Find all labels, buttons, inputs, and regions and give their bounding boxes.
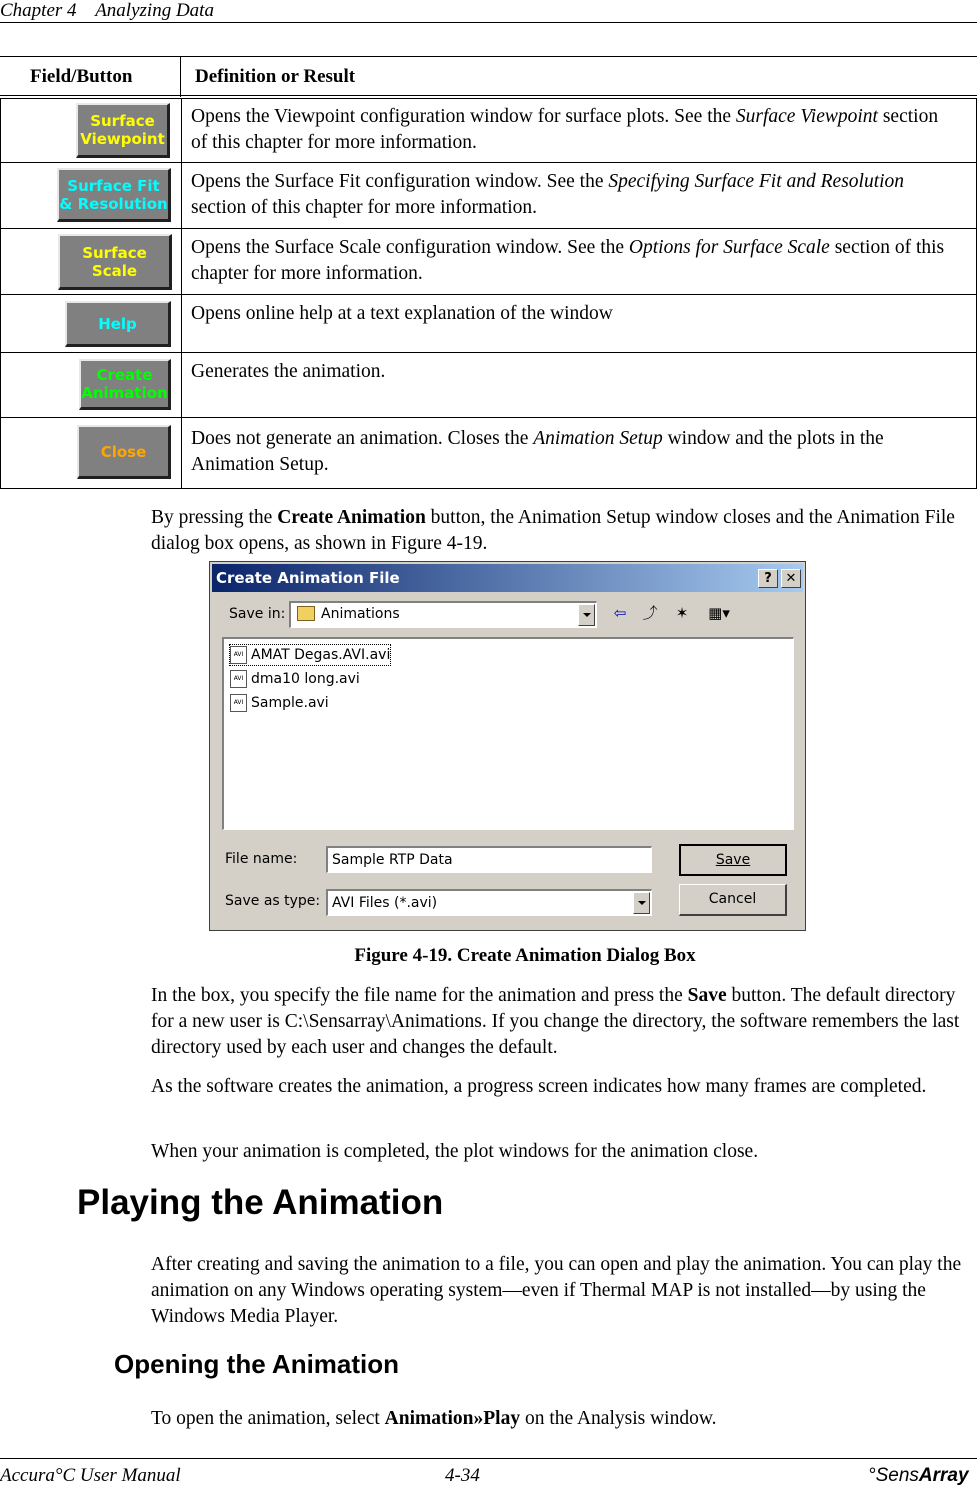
paragraph: When your animation is completed, the plot windows for the animation close. — [151, 1141, 759, 1162]
table-header-field: Field/Button — [30, 66, 133, 87]
table-row — [0, 229, 977, 295]
save-in-value: Animations — [321, 606, 400, 622]
save-as-type-select[interactable]: AVI Files (*.avi) — [326, 889, 652, 916]
definition-text: Generates the animation. — [191, 361, 386, 382]
new-folder-icon[interactable]: ✶ — [675, 604, 689, 622]
page-number: 4-34 — [445, 1465, 480, 1486]
chevron-down-icon[interactable] — [633, 892, 650, 914]
subsection-heading: Opening the Animation — [114, 1349, 400, 1379]
running-header — [0, 0, 214, 22]
button-cell — [1, 163, 182, 228]
definition-text: Opens the Viewpoint configuration window for surface plots. See the Surface Viewpoint section of this chapter for more information. — [191, 106, 939, 153]
surface-viewpoint-button: Surface Viewpoint — [76, 103, 170, 158]
dialog-close-button[interactable]: ✕ — [781, 569, 801, 588]
header-rule — [0, 22, 977, 23]
folder-icon — [297, 606, 315, 621]
button-cell — [1, 295, 182, 352]
file-name-input[interactable]: Sample RTP Data — [326, 846, 652, 873]
table-row — [0, 353, 977, 418]
back-icon[interactable]: ⇦ — [613, 604, 627, 622]
paragraph: To open the animation, select Animation»Play on the Analysis window. — [151, 1408, 717, 1429]
avi-file-icon: AVI — [230, 646, 247, 664]
sensarray-logo: °SensArray — [868, 1465, 969, 1486]
paragraph: After creating and saving the animation to a file, you can open and play the animation. You can play the animation on any Windows operating system—even if Thermal MAP is not installed—by using the Windows Media Player. — [151, 1254, 962, 1327]
definition-text: Opens the Surface Scale configuration window. See the Options for Surface Scale section of this chapter for more information. — [191, 237, 945, 284]
figure-caption: Figure 4-19. Create Animation Dialog Box — [354, 945, 696, 966]
chapter-title: Analyzing Data — [95, 0, 214, 21]
table-header-row — [0, 56, 977, 97]
up-folder-icon[interactable]: ⤴ — [642, 604, 658, 622]
button-cell — [1, 418, 182, 488]
save-in-combo[interactable] — [289, 601, 597, 628]
close-button: Close — [77, 425, 171, 479]
footer-rule — [0, 1458, 977, 1459]
view-menu-icon[interactable]: ▦▾ — [708, 604, 730, 622]
save-button[interactable]: Save — [679, 844, 787, 876]
avi-file-icon: AVI — [230, 670, 247, 688]
create-animation-button: Create Animation — [79, 359, 171, 410]
create-animation-file-dialog — [209, 561, 806, 931]
button-cell — [1, 98, 182, 162]
button-cell — [1, 353, 182, 417]
chevron-down-icon[interactable] — [578, 604, 595, 626]
chapter-label: Chapter 4 — [0, 0, 77, 21]
avi-file-icon: AVI — [230, 694, 247, 712]
surface-fit-resolution-button: Surface Fit & Resolution — [57, 168, 171, 222]
surface-scale-button: Surface Scale — [58, 234, 172, 290]
table-row — [0, 163, 977, 229]
dialog-help-button[interactable]: ? — [758, 569, 778, 588]
paragraph: In the box, you specify the file name for the animation and press the Save button. The default directory for a new user is C:\Sensarray\Animations. If you change the directory, the software remembers the last directory used by each user and changes the default. — [151, 985, 960, 1058]
button-cell — [1, 229, 182, 294]
list-item[interactable]: AVI dma10 long.avi — [230, 669, 360, 689]
table-row — [0, 98, 977, 163]
save-as-type-label: Save as type: — [225, 893, 321, 909]
footer-manual-title: Accura°C User Manual — [0, 1465, 181, 1486]
dialog-title-bar — [212, 564, 803, 592]
intro-paragraph: By pressing the Create Animation button, the Animation Setup window closes and the Animation File dialog box opens, as shown in Figure 4-19. — [151, 507, 955, 554]
file-name-label: File name: — [225, 851, 298, 867]
section-heading: Playing the Animation — [77, 1183, 444, 1222]
save-in-label: Save in: — [229, 606, 286, 622]
definition-text: Opens online help at a text explanation of the window — [191, 303, 613, 324]
list-item[interactable]: AVI AMAT Degas.AVI.avi — [230, 645, 390, 665]
table-header-definition: Definition or Result — [195, 66, 356, 87]
paragraph: As the software creates the animation, a progress screen indicates how many frames are completed. — [151, 1076, 927, 1097]
definition-text: Opens the Surface Fit configuration window. See the Specifying Surface Fit and Resolution section of this chapter for more information. — [191, 171, 905, 218]
table-row — [0, 418, 977, 489]
dialog-title: Create Animation File — [216, 569, 400, 587]
cancel-button[interactable]: Cancel — [679, 884, 787, 916]
definition-text: Does not generate an animation. Closes the Animation Setup window and the plots in the Animation Setup. — [191, 428, 884, 475]
help-button: Help — [65, 301, 171, 347]
file-list[interactable] — [222, 637, 794, 830]
table-row — [0, 295, 977, 353]
header-divider — [180, 57, 181, 97]
list-item[interactable]: AVI Sample.avi — [230, 693, 329, 713]
